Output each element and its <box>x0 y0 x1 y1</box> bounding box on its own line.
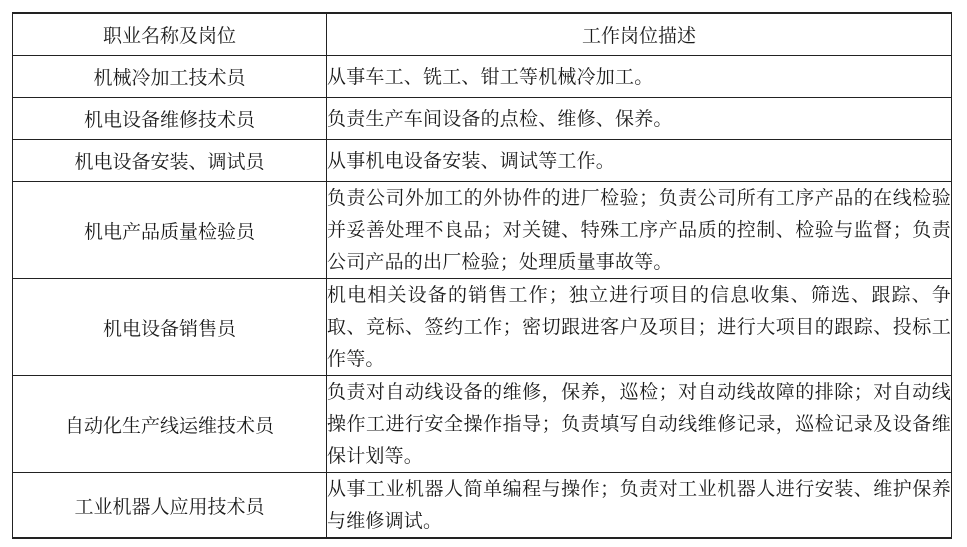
table-row <box>13 140 952 182</box>
header-job-description: 工作岗位描述 <box>327 13 952 56</box>
table-row <box>13 98 952 140</box>
table-row <box>13 473 952 539</box>
table-row <box>13 376 952 473</box>
job-name-cell: 自动化生产线运维技术员 <box>13 376 327 473</box>
table-row <box>13 279 952 376</box>
job-description-cell: 负责对自动线设备的维修，保养，巡检；对自动线故障的排除；对自动线操作工进行安全操作指导；负责填写自动线维修记录，巡检记录及设备维保计划等。 <box>327 376 952 473</box>
job-name-cell: 工业机器人应用技术员 <box>13 473 327 539</box>
job-description-cell: 机电相关设备的销售工作；独立进行项目的信息收集、筛选、跟踪、争取、竞标、签约工作；密切跟进客户及项目；进行大项目的跟踪、投标工作等。 <box>327 279 952 376</box>
job-description-cell: 从事工业机器人简单编程与操作；负责对工业机器人进行安装、维护保养与维修调试。 <box>327 473 952 539</box>
job-description-cell: 从事车工、铣工、钳工等机械冷加工。 <box>327 56 952 98</box>
table-row <box>13 56 952 98</box>
job-name-cell: 机电设备安装、调试员 <box>13 140 327 182</box>
job-description-cell: 负责生产车间设备的点检、维修、保养。 <box>327 98 952 140</box>
job-description-cell: 从事机电设备安装、调试等工作。 <box>327 140 952 182</box>
job-name-cell: 机械冷加工技术员 <box>13 56 327 98</box>
table-header-row <box>13 13 952 56</box>
job-name-cell: 机电设备销售员 <box>13 279 327 376</box>
header-job-name: 职业名称及岗位 <box>13 13 327 56</box>
table-row <box>13 182 952 279</box>
job-name-cell: 机电设备维修技术员 <box>13 98 327 140</box>
job-description-cell: 负责公司外加工的外协件的进厂检验；负责公司所有工序产品的在线检验并妥善处理不良品；对关键、特殊工序产品质的控制、检验与监督；负责公司产品的出厂检验；处理质量事故等。 <box>327 182 952 279</box>
job-description-table <box>12 12 952 539</box>
job-name-cell: 机电产品质量检验员 <box>13 182 327 279</box>
